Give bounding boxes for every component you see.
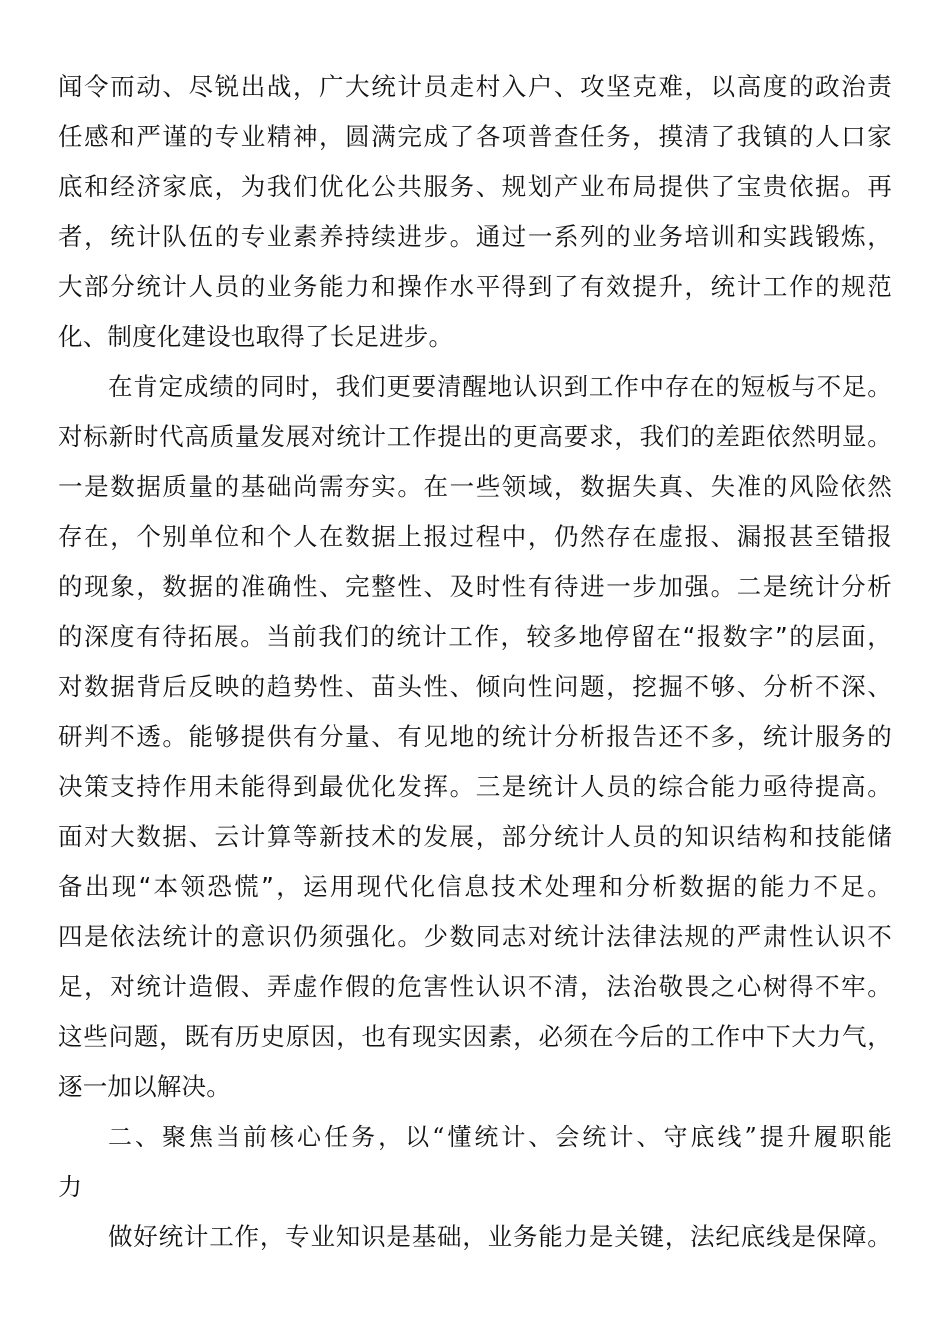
paragraph-core-tasks xyxy=(58,1212,892,1262)
text-line: 大部分统计人员的业务能力和操作水平得到了有效提升，统计工作的规范 xyxy=(58,272,892,301)
text-line: 四是依法统计的意识仍须强化。少数同志对统计法律法规的严肃性认识不 xyxy=(58,922,892,951)
text-line: 对标新时代高质量发展对统计工作提出的更高要求，我们的差距依然明显。 xyxy=(58,422,892,451)
text-line: 一是数据质量的基础尚需夯实。在一些领域，数据失真、失准的风险依然 xyxy=(58,472,892,501)
heading-line: 力 xyxy=(58,1173,83,1201)
text-line: 的深度有待拓展。当前我们的统计工作，较多地停留在“报数字”的层面， xyxy=(58,622,892,651)
text-line: 决策支持作用未能得到最优化发挥。三是统计人员的综合能力亟待提高。 xyxy=(58,772,892,801)
text-line: 面对大数据、云计算等新技术的发展，部分统计人员的知识结构和技能储 xyxy=(58,822,892,851)
text-line: 闻令而动、尽锐出战，广大统计员走村入户、攻坚克难，以高度的政治责 xyxy=(58,72,892,101)
text-line: 化、制度化建设也取得了长足进步。 xyxy=(58,322,454,351)
text-line: 的现象，数据的准确性、完整性、及时性有待进一步加强。二是统计分析 xyxy=(58,572,892,601)
section-heading xyxy=(58,1112,892,1212)
text-line: 者，统计队伍的专业素养持续进步。通过一系列的业务培训和实践锻炼， xyxy=(58,222,892,251)
text-line: 这些问题，既有历史原因，也有现实因素，必须在今后的工作中下大力气， xyxy=(58,1022,892,1051)
text-line: 备出现“本领恐慌”，运用现代化信息技术处理和分析数据的能力不足。 xyxy=(58,872,892,901)
text-line: 对数据背后反映的趋势性、苗头性、倾向性问题，挖掘不够、分析不深、 xyxy=(58,672,892,701)
paragraph-achievements-continued xyxy=(58,62,892,362)
text-line: 研判不透。能够提供有分量、有见地的统计分析报告还不多，统计服务的 xyxy=(58,722,892,751)
text-line: 在肯定成绩的同时，我们更要清醒地认识到工作中存在的短板与不足。 xyxy=(108,372,892,401)
document-page xyxy=(58,62,892,1262)
text-line: 做好统计工作，专业知识是基础，业务能力是关键，法纪底线是保障。 xyxy=(108,1222,892,1251)
paragraph-shortcomings xyxy=(58,362,892,1112)
text-line: 足，对统计造假、弄虚作假的危害性认识不清，法治敬畏之心树得不牢。 xyxy=(58,972,892,1001)
text-line: 逐一加以解决。 xyxy=(58,1072,231,1101)
heading-line: 二、聚焦当前核心任务，以“懂统计、会统计、守底线”提升履职能 xyxy=(108,1123,892,1151)
text-line: 底和经济家底，为我们优化公共服务、规划产业布局提供了宝贵依据。再 xyxy=(58,172,892,201)
text-line: 存在，个别单位和个人在数据上报过程中，仍然存在虚报、漏报甚至错报 xyxy=(58,522,892,551)
text-line: 任感和严谨的专业精神，圆满完成了各项普查任务，摸清了我镇的人口家 xyxy=(58,122,892,151)
